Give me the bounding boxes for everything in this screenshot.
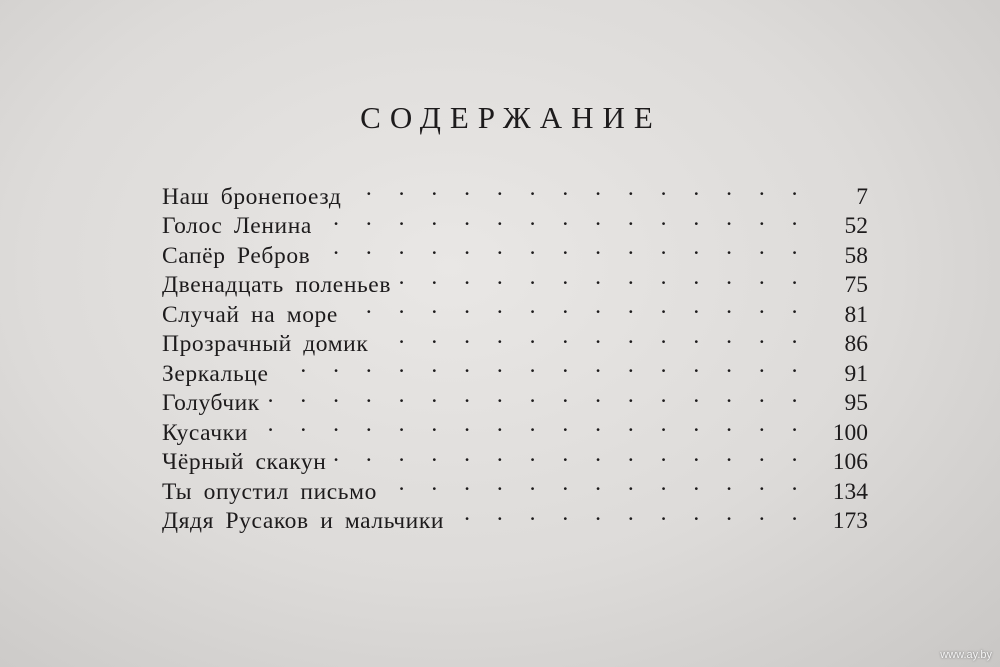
dot-leader — [334, 440, 808, 470]
dot-leader — [318, 233, 808, 263]
page-title: СОДЕРЖАНИЕ — [360, 100, 662, 135]
dot-leader — [376, 322, 808, 352]
toc-entry-title: Голубчик — [162, 390, 260, 416]
toc-entry-page: 52 — [844, 213, 868, 239]
toc-entry-page: 134 — [832, 478, 868, 505]
table-of-contents — [162, 174, 868, 534]
toc-entry-title: Ты опустил письмо — [162, 478, 377, 505]
toc-entry-page: 173 — [832, 508, 868, 534]
toc-entry-page: 95 — [844, 390, 868, 416]
dot-leader — [385, 469, 808, 499]
toc-entry-page: 100 — [832, 419, 868, 446]
toc-entry-page: 75 — [844, 272, 868, 298]
toc-entry — [162, 174, 868, 210]
toc-entry-title: Прозрачный домик — [162, 331, 369, 357]
dot-leader — [349, 174, 808, 204]
dot-leader — [399, 263, 808, 293]
toc-entry-title: Чёрный скакун — [162, 449, 327, 475]
toc-entry-page: 81 — [844, 301, 868, 328]
toc-entry-title: Случай на море — [162, 301, 338, 328]
toc-entry-title: Сапёр Ребров — [162, 242, 311, 269]
toc-entry-page: 7 — [856, 183, 868, 210]
toc-entry-page: 58 — [844, 242, 868, 269]
toc-entry-title: Зеркальце — [162, 360, 269, 387]
toc-entry — [162, 440, 868, 475]
toc-entry-title: Дядя Русаков и мальчики — [162, 508, 445, 534]
toc-entry-title: Голос Ленина — [162, 213, 312, 239]
watermark: www.ay.by — [940, 649, 992, 661]
toc-entry-title: Двенадцать поленьев — [162, 272, 392, 298]
toc-entry-title: Кусачки — [162, 419, 248, 446]
dot-leader — [452, 499, 808, 529]
toc-entry — [162, 381, 868, 416]
dot-leader — [256, 410, 808, 440]
dot-leader — [346, 292, 808, 322]
toc-entry-page: 106 — [832, 449, 868, 475]
dot-leader — [277, 351, 808, 381]
toc-entry-page: 91 — [844, 360, 868, 387]
toc-entry — [162, 410, 868, 446]
dot-leader — [320, 204, 808, 234]
toc-entry-title: Наш бронепоезд — [162, 183, 342, 210]
toc-entry-page: 86 — [844, 331, 868, 357]
dot-leader — [268, 381, 808, 411]
